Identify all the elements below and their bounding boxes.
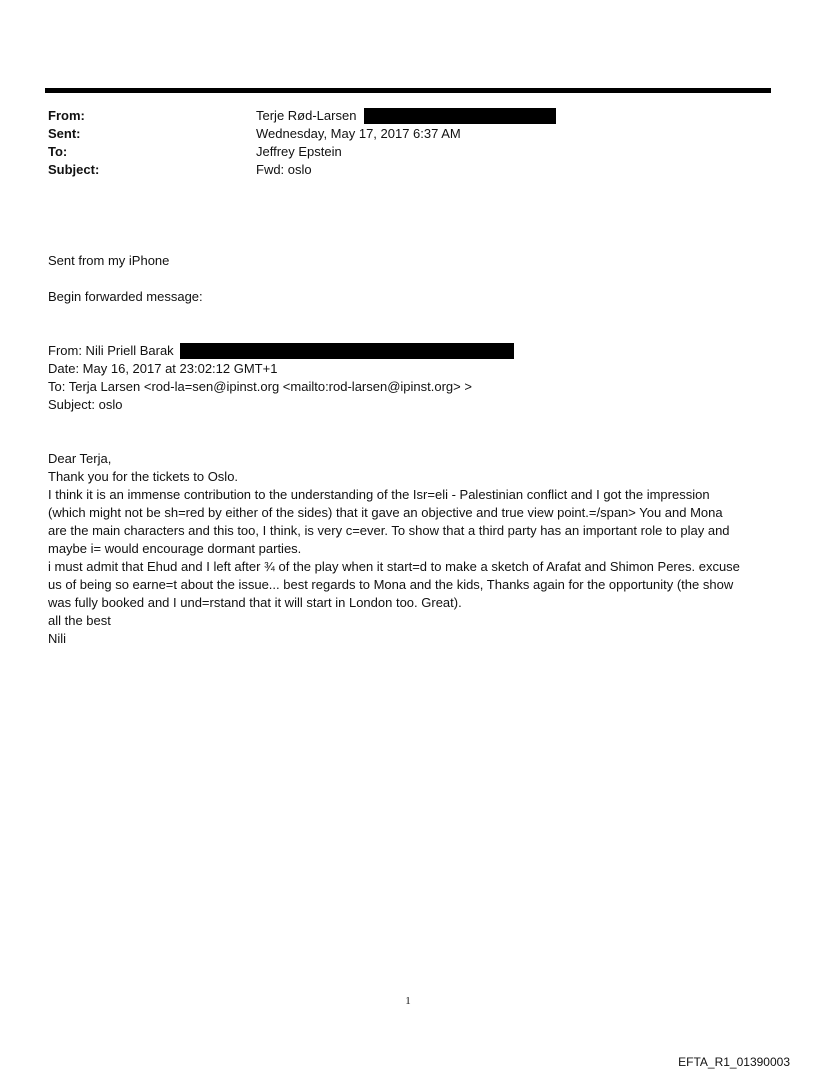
message-line: Thank you for the tickets to Oslo. — [48, 469, 239, 484]
page-number: 1 — [405, 995, 411, 1007]
from-row — [48, 107, 768, 125]
to-value: Jeffrey Epstein — [256, 144, 342, 159]
subject-value: Fwd: oslo — [256, 162, 312, 177]
subject-row — [48, 161, 768, 179]
forwarded-from-text: From: Nili Priell Barak — [48, 343, 174, 358]
message-line: maybe i= would encourage dormant parties. — [48, 541, 302, 556]
message-line: Nili — [48, 631, 67, 646]
message-line: all the best — [48, 613, 111, 628]
subject-label: Subject: — [48, 162, 100, 177]
document-id: EFTA_R1_01390003 — [678, 1055, 790, 1069]
sent-row — [48, 125, 768, 143]
message-line: (which might not be sh=red by either of the sides) that it gave an objective and true view point.=/span> You and Mona — [48, 505, 723, 520]
redaction-box — [180, 343, 514, 359]
message-line: I think it is an immense contribution to the understanding of the Isr=eli - Palestinian conflict and I got the impression — [48, 487, 710, 502]
forwarded-date-line: Date: May 16, 2017 at 23:02:12 GMT+1 — [48, 361, 278, 376]
redaction-box — [364, 108, 556, 124]
message-line: are the main characters and this too, I think, is very c=ever. To show that a third party has an important role to play and — [48, 523, 730, 538]
to-row — [48, 143, 768, 161]
message-line: was fully booked and I und=rstand that it will start in London too. Great). — [48, 595, 462, 610]
greeting-line: Dear Terja, — [48, 451, 112, 466]
from-name: Terje Rød-Larsen — [256, 108, 357, 123]
forwarded-to-line: To: Terja Larsen <rod-la=sen@ipinst.org <mailto:rod-larsen@ipinst.org> > — [48, 379, 472, 394]
email-header — [48, 107, 768, 179]
sent-from-line: Sent from my iPhone — [48, 253, 170, 268]
from-label: From: — [48, 108, 85, 123]
sent-value: Wednesday, May 17, 2017 6:37 AM — [256, 126, 461, 141]
forwarded-from-line — [48, 342, 772, 360]
to-label: To: — [48, 144, 68, 159]
header-divider — [45, 88, 771, 93]
from-value — [256, 107, 556, 125]
forwarded-subject-line: Subject: oslo — [48, 397, 123, 412]
message-line: i must admit that Ehud and I left after ¾ of the play when it start=d to make a sketch of Arafat and Shimon Peres. excuse — [48, 559, 740, 574]
message-line: us of being so earne=t about the issue... best regards to Mona and the kids, Thanks again for the opportunity (the show — [48, 577, 734, 592]
begin-forwarded-line: Begin forwarded message: — [48, 289, 203, 304]
sent-label: Sent: — [48, 126, 81, 141]
email-body — [48, 252, 772, 648]
